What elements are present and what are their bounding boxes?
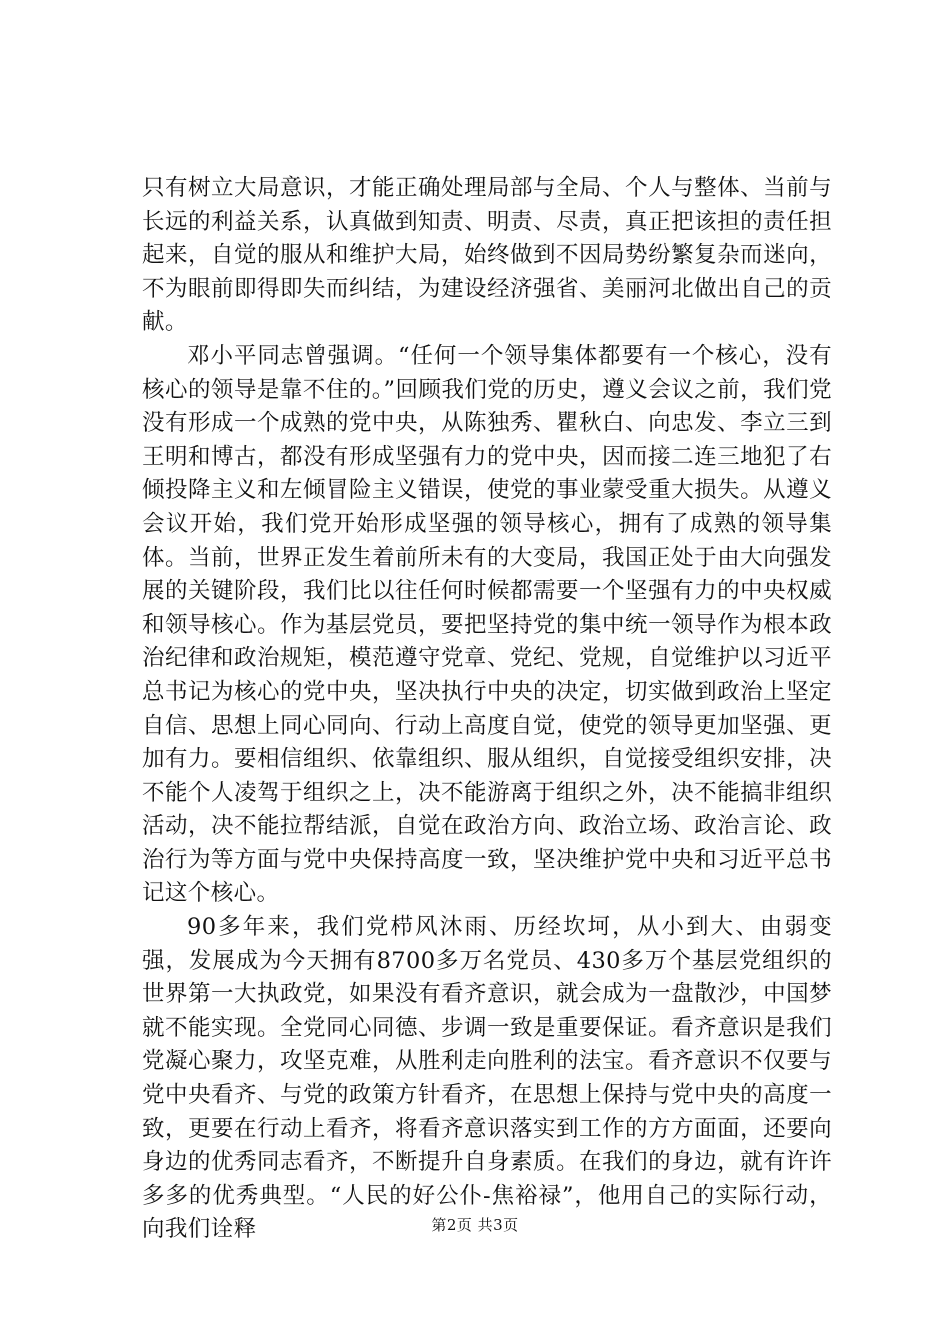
paragraph-alignment-awareness: 90多年来，我们党栉风沐雨、历经坎坷，从小到大、由弱变强，发展成为今天拥有8700多万名党员、430多万个基层党组织的世界第一大执政党，如果没有看齐意识，就会成为一盘散沙，中国梦就不能实现。全党同心同德、步调一致是重要保证。看齐意识是我们党凝心聚力，攻坚克难，从胜利走向胜利的法宝。看齐意识不仅要与党中央看齐、与党的政策方针看齐，在思想上保持与党中央的高度一致，更要在行动上看齐，将看齐意识落实到工作的方方面面，还要向身边的优秀同志看齐，不断提升自身素质。在我们的身边，就有许许多多的优秀典型。“人民的好公仆-焦裕禄”，他用自己的实际行动，向我们诠释: [142, 914, 832, 1243]
paragraph-leadership-core: 邓小平同志曾强调。“任何一个领导集体都要有一个核心，没有核心的领导是靠不住的。”回顾我们党的历史，遵义会议之前，我们党没有形成一个成熟的党中央，从陈独秀、瞿秋白、向忠发、李立三到王明和博古，都没有形成坚强有力的党中央，因而接二连三地犯了右倾投降主义和左倾冒险主义错误，使党的事业蒙受重大损失。从遵义会议开始，我们党开始形成坚强的领导核心，拥有了成熟的领导集体。当前，世界正发生着前所未有的大变局，我国正处于由大向强发展的关键阶段，我们比以往任何时候都需要一个坚强有力的中央权威和领导核心。作为基层党员，要把坚持党的集中统一领导作为根本政治纪律和政治规矩，模范遵守党章、党纪、党规，自觉维护以习近平总书记为核心的党中央，坚决执行中央的决定，切实做到政治上坚定自信、思想上同心同向、行动上高度自觉，使党的领导更加坚强、更加有力。要相信组织、依靠组织、服从组织，自觉接受组织安排，决不能个人凌驾于组织之上，决不能游离于组织之外，决不能搞非组织活动，决不能拉帮结派，自觉在政治方向、政治立场、政治言论、政治行为等方面与党中央保持高度一致，坚决维护党中央和习近平总书记这个核心。: [142, 342, 832, 907]
page-number-footer: 第2页 共3页: [431, 1216, 519, 1234]
document-body: [142, 172, 832, 1247]
paragraph-continuation: 只有树立大局意识，才能正确处理局部与全局、个人与整体、当前与长远的利益关系，认真做到知责、明责、尽责，真正把该担的责任担起来，自觉的服从和维护大局，始终做到不因局势纷繁复杂而迷向，不为眼前即得即失而纠结，为建设经济强省、美丽河北做出自己的贡献。: [142, 175, 832, 336]
